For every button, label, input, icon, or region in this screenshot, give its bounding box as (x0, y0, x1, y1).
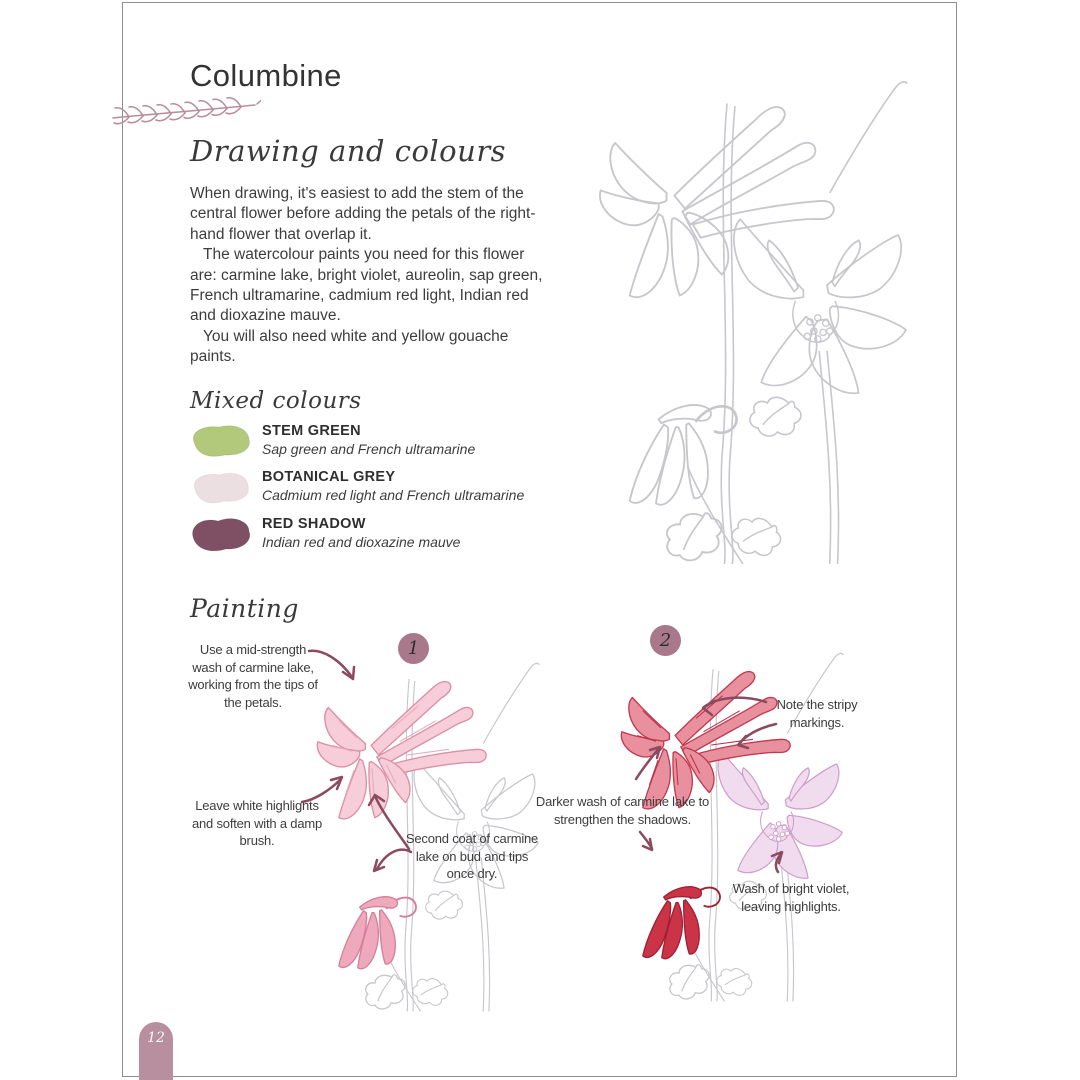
branch-ornament-icon (111, 97, 261, 131)
page-number-tab (139, 1022, 173, 1080)
swatch-recipe: Indian red and dioxazine mauve (262, 534, 461, 550)
botanical-grey-swatch (188, 467, 254, 509)
step-1-badge (398, 633, 429, 664)
paragraph: When drawing, it's easiest to add the stem of the central flower before adding the petals of the right-hand flower that overlap it. (190, 185, 536, 243)
swatch-row (188, 467, 524, 509)
swatch-row (188, 421, 475, 463)
step-number: 2 (659, 630, 672, 651)
swatch-name: RED SHADOW (262, 516, 366, 532)
annotation-step1-wash: Use a mid-strength wash of carmine lake, working from the tips of the petals. (188, 642, 318, 710)
swatch-row (188, 514, 460, 556)
page-number: 12 (147, 1030, 165, 1046)
columbine-pencil-sketch (557, 64, 955, 564)
swatch-recipe: Sap green and French ultramarine (262, 441, 476, 457)
annotation-step2-darker-wash: Darker wash of carmine lake to strengthen the shadows. (535, 794, 710, 827)
swatch-name: BOTANICAL GREY (262, 469, 396, 485)
annotation-step2-stripy: Note the stripy markings. (776, 697, 858, 730)
annotation-step2-bright-violet: Wash of bright violet, leaving highlights. (732, 881, 850, 914)
mixed-colours-heading: Mixed colours (190, 388, 362, 414)
annotation-step1-highlights: Leave white highlights and soften with a damp brush. (191, 798, 323, 848)
drawing-section-heading: Drawing and colours (190, 134, 507, 168)
paragraph: The watercolour paints you need for this flower are: carmine lake, bright violet, aureolin, sap green, French ultramarine, cadmium red light, Indian red and dioxazine mauve. (190, 246, 543, 325)
paragraph: You will also need white and yellow gouache paints. (190, 327, 509, 366)
swatch-name: STEM GREEN (262, 423, 361, 439)
drawing-section-text (190, 184, 548, 368)
step-number: 1 (407, 638, 420, 659)
red-shadow-swatch (188, 514, 254, 556)
annotation-step1-second-coat: Second coat of carmine lake on bud and tips once dry. (405, 831, 539, 881)
stem-green-swatch (188, 421, 254, 463)
painting-section-heading: Painting (190, 594, 299, 623)
page-title: Columbine (190, 58, 342, 93)
swatch-recipe: Cadmium red light and French ultramarine (262, 487, 525, 503)
step-2-badge (650, 625, 681, 656)
